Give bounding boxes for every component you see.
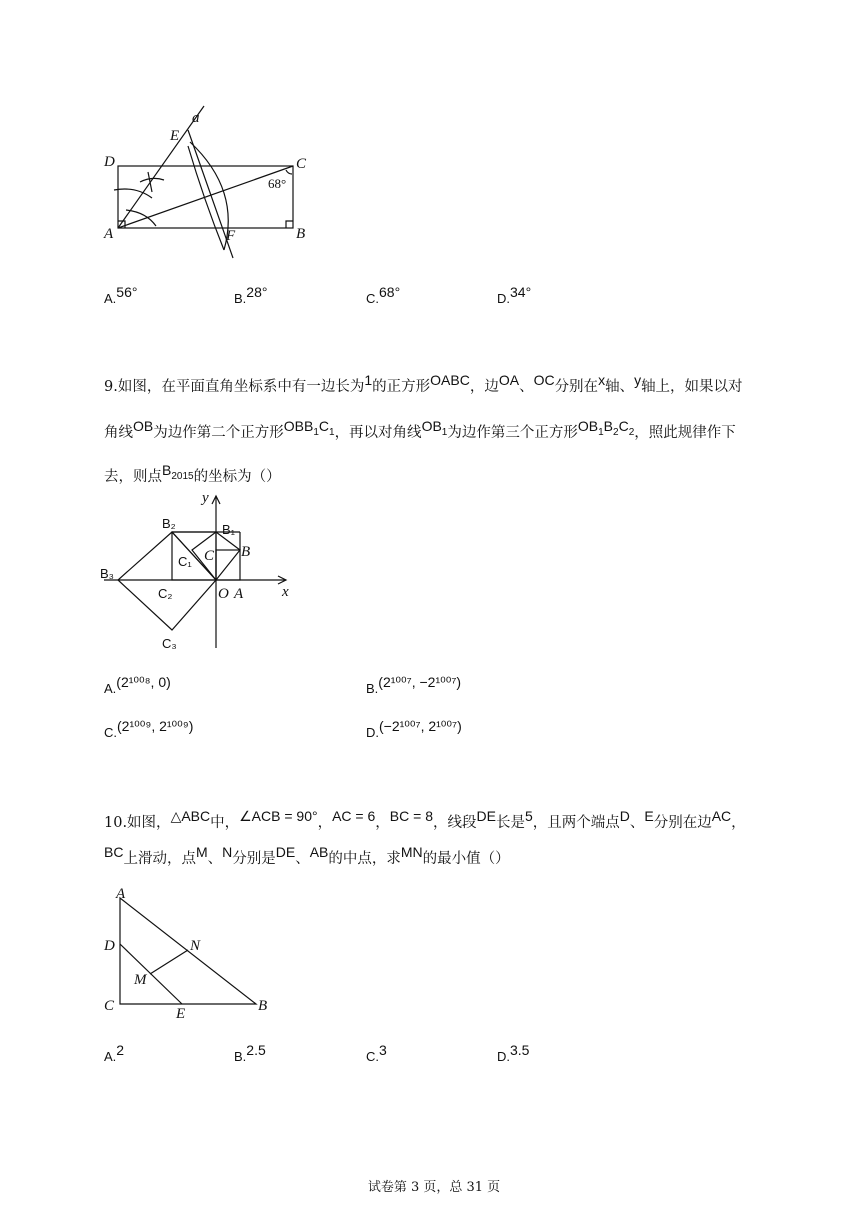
q8-label-d: D	[104, 154, 115, 170]
q9-option-d[interactable]: D.(−2¹⁰⁰⁷, 2¹⁰⁰⁷)	[366, 718, 462, 740]
q9-line-2: 角线OB为边作第二个正方形$OBB_1C_1$，再以对角线$OB_1$为边作第三个正方形$OB_1B_2C_2$，照此规律作下	[104, 418, 736, 441]
q9-line-3: 去，则点$B_{2015}$的坐标为（）	[104, 462, 281, 485]
q9-label-c: C	[204, 548, 215, 564]
q9-figure	[96, 488, 306, 658]
diagonal-ac	[118, 166, 293, 228]
q10-option-d[interactable]: D.3.5	[497, 1042, 530, 1064]
q8-option-d[interactable]: D.34°	[497, 284, 532, 306]
q9-label-b1: B₁	[222, 522, 236, 537]
q8-label-a-vertex: A	[104, 226, 114, 242]
q10-label-b: B	[258, 998, 268, 1014]
q9-label-b3: B₃	[100, 566, 114, 581]
q10-line-1: 10.如图，△ABC中，∠ACB = 90°，AC = 6，BC = 8，线段DE长是5，且两个端点D、E分别在边AC，	[104, 808, 746, 831]
q9-label-c3: C₃	[162, 636, 177, 651]
q9-label-b: B	[241, 544, 251, 560]
q8-figure	[96, 100, 326, 265]
q9-line-1: 9.如图，在平面直角坐标系中有一边长为1的正方形OABC，边OA、OC分别在x轴、y轴上，如果以对	[104, 372, 743, 395]
angle-mark-c	[286, 170, 292, 174]
q9-option-a[interactable]: A.(2¹⁰⁰⁸, 0)	[104, 674, 171, 696]
q10-label-e: E	[176, 1006, 186, 1022]
q9-option-c[interactable]: C.(2¹⁰⁰⁹, 2¹⁰⁰⁹)	[104, 718, 194, 740]
q9-label-o: O	[218, 586, 229, 602]
arc-cross-mark-2	[148, 172, 152, 192]
q8-option-c[interactable]: C.68°	[366, 284, 401, 306]
q8-label-b: B	[296, 226, 306, 242]
q9-label-c1: C₁	[178, 554, 192, 569]
page-footer: 试卷第 3 页，总 31 页	[367, 1180, 501, 1195]
q10-label-n: N	[190, 938, 201, 954]
q8-label-angle: 68°	[268, 176, 287, 191]
q8-label-f: F	[226, 228, 236, 244]
q8-label-a: a	[192, 110, 200, 126]
q9-label-c2: C₂	[158, 586, 173, 601]
triangle-abc	[120, 898, 256, 1004]
q10-option-a[interactable]: A.2	[104, 1042, 125, 1064]
q10-label-c: C	[104, 998, 115, 1014]
q10-label-m: M	[134, 972, 147, 988]
q8-option-b[interactable]: B.28°	[234, 284, 268, 306]
q9-label-y: y	[202, 490, 209, 506]
q10-figure	[96, 884, 286, 1024]
q8-label-c: C	[296, 156, 307, 172]
q10-option-b[interactable]: B.2.5	[234, 1042, 266, 1064]
arc-at-a	[114, 189, 152, 198]
q10-label-a: A	[116, 886, 126, 902]
right-angle-mark-b	[286, 221, 293, 228]
q10-line-2: BC上滑动，点M、N分别是DE、AB的中点，求MN的最小值（）	[104, 844, 510, 867]
q9-option-b[interactable]: B.(2¹⁰⁰⁷, −2¹⁰⁰⁷)	[366, 674, 462, 696]
q9-label-x: x	[282, 584, 289, 600]
q8-label-e: E	[170, 128, 180, 144]
q10-label-d: D	[104, 938, 115, 954]
q9-label-b2: B₂	[162, 516, 176, 531]
square-ob2b3c3	[118, 532, 216, 630]
segment-mn	[150, 950, 188, 974]
q9-label-a: A	[234, 586, 244, 602]
q8-option-a[interactable]: A.56°	[104, 284, 138, 306]
arc-left	[188, 146, 224, 250]
q10-option-c[interactable]: C.3	[366, 1042, 387, 1064]
